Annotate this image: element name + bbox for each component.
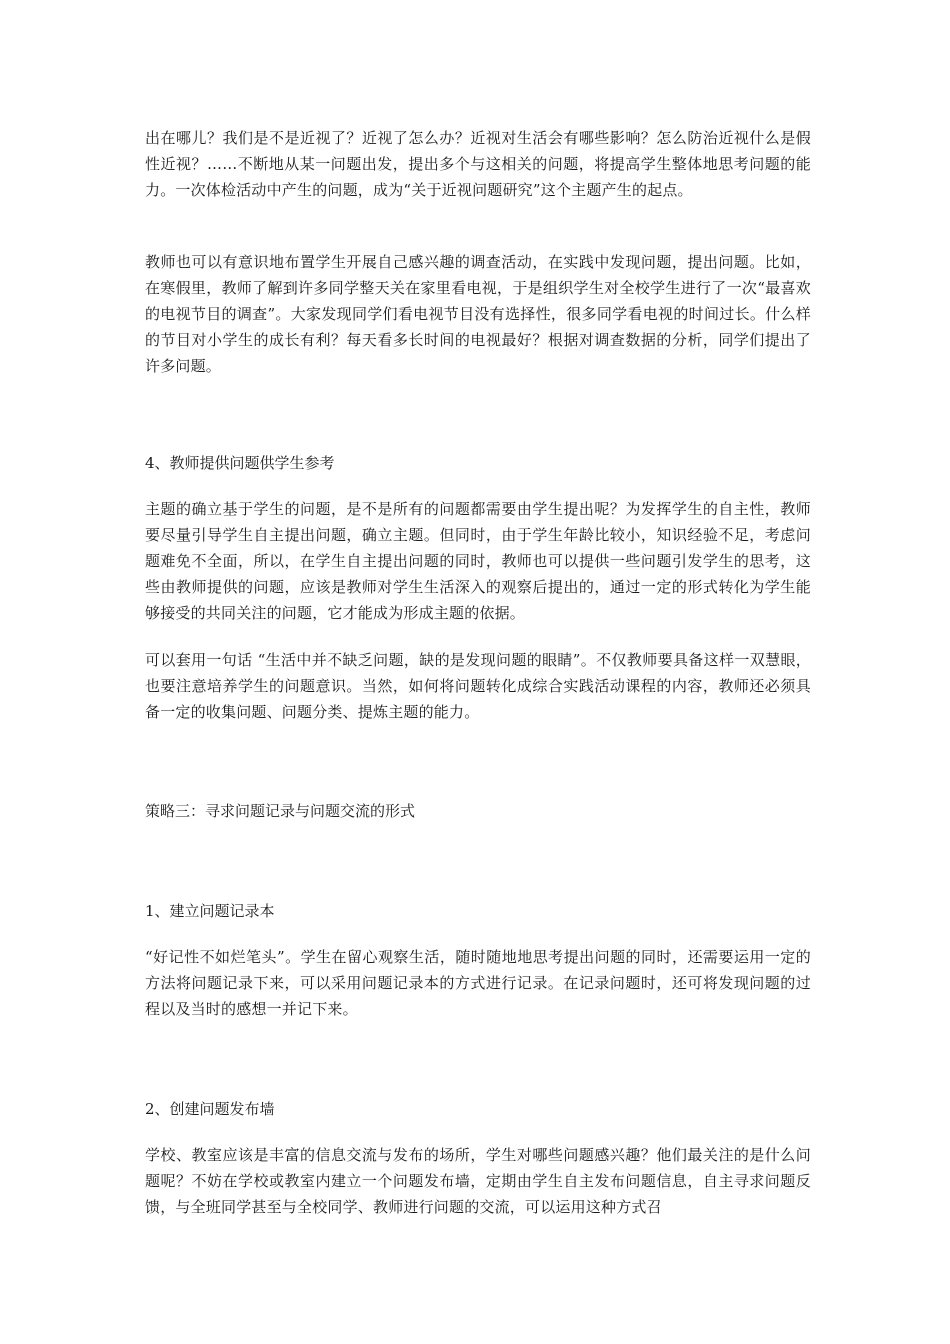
paragraph-question-notebook: “好记性不如烂笔头”。学生在留心观察生活，随时随地地思考提出问题的同时，还需要运用一定的方法将问题记录下来，可以采用问题记录本的方式进行记录。在记录问题时，还可将发现问题的过程以及当时的感想一并记下来。 [145,948,811,1018]
paragraph-survey-activity: 教师也可以有意识地布置学生开展自己感兴趣的调查活动，在实践中发现问题，提出问题。比如，在寒假里，教师了解到许多同学整天关在家里看电视，于是组织学生对全校学生进行了一次“最喜欢的电视节目的调查”。大家发现同学们看电视节目没有选择性，很多同学看电视的时间过长。什么样的节目对小学生的成长有利？每天看多长时间的电视最好？根据对调查数据的分析，同学们提出了许多问题。 [145,253,811,375]
heading-strategy-three: 策略三：寻求问题记录与问题交流的形式 [145,802,416,820]
paragraph-problem-awareness: 可以套用一句话 “生活中并不缺乏问题，缺的是发现问题的眼睛”。不仅教师要具备这样一双慧眼，也要注意培养学生的问题意识。当然，如何将问题转化成综合实践活动课程的内容，教师还必须具备一定的收集问题、问题分类、提炼主题的能力。 [145,651,811,721]
heading-question-notebook: 1、建立问题记录本 [145,902,275,920]
paragraph-topic-establishment: 主题的确立基于学生的问题，是不是所有的问题都需要由学生提出呢？为发挥学生的自主性，教师要尽量引导学生自主提出问题，确立主题。但同时，由于学生年龄比较小，知识经验不足，考虑问题难免不全面，所以，在学生自主提出问题的同时，教师也可以提供一些问题引发学生的思考，这些由教师提供的问题，应该是教师对学生生活深入的观察后提出的，通过一定的形式转化为学生能够接受的共同关注的问题，它才能成为形成主题的依据。 [145,500,811,622]
heading-teacher-provides-questions: 4、教师提供问题供学生参考 [145,454,335,472]
paragraph-question-wall: 学校、教室应该是丰富的信息交流与发布的场所，学生对哪些问题感兴趣？他们最关注的是什么问题呢？不妨在学校或教室内建立一个问题发布墙，定期由学生自主发布问题信息，自主寻求问题反馈，与全班同学甚至与全校同学、教师进行问题的交流，可以运用这种方式召 [145,1146,811,1216]
heading-question-wall: 2、创建问题发布墙 [145,1100,275,1118]
paragraph-myopia-questions: 出在哪儿？我们是不是近视了？近视了怎么办？近视对生活会有哪些影响？怎么防治近视什么是假性近视？……不断地从某一问题出发，提出多个与这相关的问题，将提高学生整体地思考问题的能力。一次体检活动中产生的问题，成为“关于近视问题研究”这个主题产生的起点。 [145,129,811,199]
